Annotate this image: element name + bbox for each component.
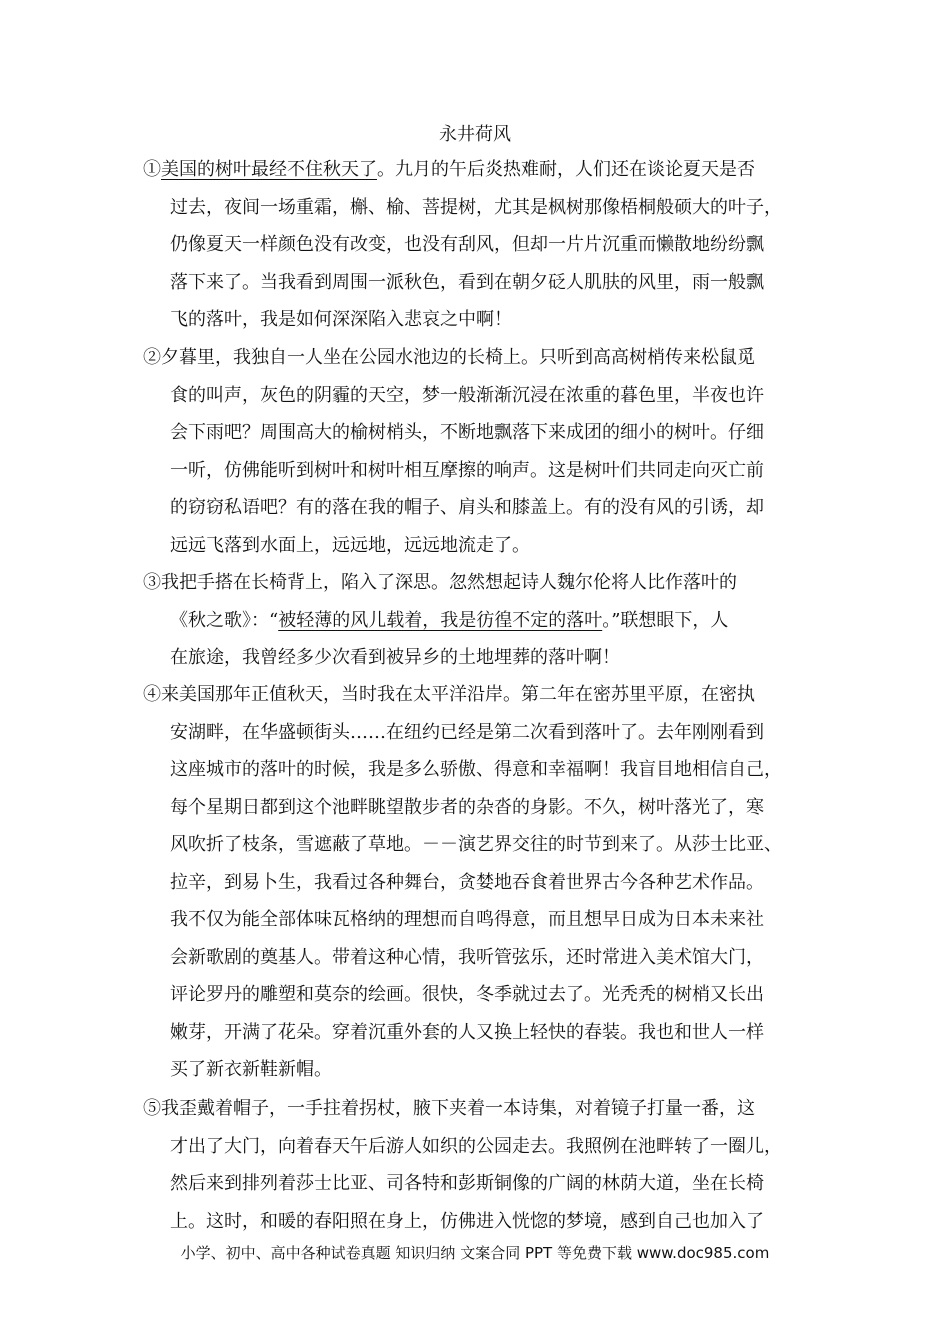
text-line: [143, 1128, 823, 1166]
text-segment: 评论罗丹的雕塑和莫奈的绘画。很快，冬季就过去了。光秃秃的树梢又长出: [170, 984, 764, 1005]
text-segment: 的窃窃私语吧？有的落在我的帽子、肩头和膝盖上。有的没有风的引诱，却: [170, 497, 764, 518]
text-segment: 过去，夜间一场重霜，槲、榆、菩提树，尤其是枫树那像梧桐般硕大的叶子，: [170, 196, 782, 218]
text-line: [143, 1203, 823, 1241]
text-segment: 风吹折了枝条，雪遮蔽了草地。－－演艺界交往的时节到来了。从莎士比亚、: [170, 834, 782, 855]
text-segment: 然后来到排列着莎士比亚、司各特和彭斯铜像的广阔的林荫大道，坐在长椅: [170, 1173, 764, 1194]
text-line: [143, 301, 823, 339]
text-line: [143, 864, 823, 902]
text-segment: 仍像夏天一样颜色没有改变，也没有刮风，但却一片片沉重而懒散地纷纷飘: [170, 234, 764, 255]
text-segment: 才出了大门，向着春天午后游人如织的公园走去。我照例在池畔转了一圈儿，: [170, 1135, 782, 1157]
text-line: [143, 751, 823, 789]
text-segment: 拉辛，到易卜生，我看过各种舞台，贪婪地吞食着世界古今各种艺术作品。: [170, 871, 764, 893]
text-segment: ②夕暮里，我独自一人坐在公园水池边的长椅上。只听到高高树梢传来松鼠觅: [143, 347, 755, 368]
text-line: [143, 1014, 823, 1052]
text-line: [143, 976, 823, 1014]
text-line: [143, 714, 823, 752]
text-segment: 一听，仿佛能听到树叶和树叶相互摩擦的响声。这是树叶们共同走向灭亡前: [170, 459, 764, 481]
text-segment: ④来美国那年正值秋天，当时我在太平洋沿岸。第二年在密苏里平原，在密执: [143, 684, 755, 705]
text-line: [143, 789, 823, 827]
text-line: [143, 527, 823, 565]
text-line: [143, 639, 823, 677]
text-segment: 远远飞落到水面上，远远地，远远地流走了。: [170, 534, 530, 556]
page-footer: 小学、初中、高中各种试卷真题 知识归纳 文案合同 PPT 等免费下载 www.doc985.com: [180, 1244, 770, 1262]
text-line: [143, 189, 823, 227]
text-segment: 飞的落叶，我是如何深深陷入悲哀之中啊！: [170, 309, 512, 330]
text-line: [143, 901, 823, 939]
underlined-text: 美国的树叶最经不住秋天了: [161, 159, 377, 180]
text-segment: 上。这时，和暖的春阳照在身上，仿佛进入恍惚的梦境，感到自己也加入了: [170, 1210, 764, 1232]
text-line: [143, 1165, 823, 1203]
text-line: [143, 151, 823, 189]
paragraph-4: [143, 676, 823, 1089]
text-line: [143, 339, 823, 377]
text-segment: 食的叫声，灰色的阴霾的天空，梦一般渐渐沉浸在浓重的暮色里，半夜也许: [170, 384, 764, 406]
paragraph-3: [143, 564, 823, 677]
text-segment: 。”联想眼下，人: [602, 609, 729, 631]
text-segment: 这座城市的落叶的时候，我是多么骄傲、得意和幸福啊！我盲目地相信自己，: [170, 759, 782, 780]
text-segment: ⑤我歪戴着帽子，一手拄着拐杖，腋下夹着一本诗集，对着镜子打量一番，这: [143, 1098, 755, 1119]
text-line: [143, 564, 823, 602]
text-segment: 每个星期日都到这个池畔眺望散步者的杂沓的身影。不久，树叶落光了，寒: [170, 796, 764, 818]
text-line: [143, 676, 823, 714]
text-segment: 会新歌剧的奠基人。带着这种心情，我听管弦乐，还时常进入美术馆大门，: [170, 946, 764, 968]
text-segment: 嫩芽，开满了花朵。穿着沉重外套的人又换上轻快的春装。我也和世人一样: [170, 1021, 764, 1043]
text-segment: 买了新衣新鞋新帽。: [170, 1059, 332, 1080]
text-line: [143, 826, 823, 864]
article-title: 永井荷风: [439, 124, 511, 145]
text-line: [143, 1051, 823, 1089]
text-line: [143, 939, 823, 977]
text-line: [143, 602, 823, 640]
text-line: [143, 489, 823, 527]
text-segment: 会下雨吧？周围高大的榆树梢头，不断地飘落下来成团的细小的树叶。仔细: [170, 422, 764, 443]
text-line: [143, 452, 823, 490]
text-segment: 在旅途，我曾经多少次看到被异乡的土地埋葬的落叶啊！: [170, 647, 620, 668]
paragraph-1: [143, 151, 823, 339]
text-line: [143, 1090, 823, 1128]
text-line: [143, 414, 823, 452]
text-line: [143, 264, 823, 302]
text-segment: 。九月的午后炎热难耐，人们还在谈论夏天是否: [377, 159, 755, 180]
text-segment: 落下来了。当我看到周围一派秋色，看到在朝夕砭人肌肤的风里，雨一般飘: [170, 271, 764, 293]
paragraph-2: [143, 339, 823, 564]
text-segment: 《秋之歌》：“: [170, 609, 279, 631]
underlined-text: 被轻薄的风儿载着，我是彷徨不定的落叶: [278, 609, 603, 631]
paragraph-5: [143, 1090, 823, 1240]
text-segment: ③我把手搭在长椅背上，陷入了深思。忽然想起诗人魏尔伦将人比作落叶的: [143, 572, 737, 593]
text-line: [143, 226, 823, 264]
text-segment: 安湖畔，在华盛顿街头……在纽约已经是第二次看到落叶了。去年刚刚看到: [170, 721, 764, 743]
text-segment: 我不仅为能全部体味瓦格纳的理想而自鸣得意，而且想早日成为日本未来社: [170, 909, 764, 930]
text-segment: ①: [143, 159, 161, 180]
text-line: [143, 377, 823, 415]
